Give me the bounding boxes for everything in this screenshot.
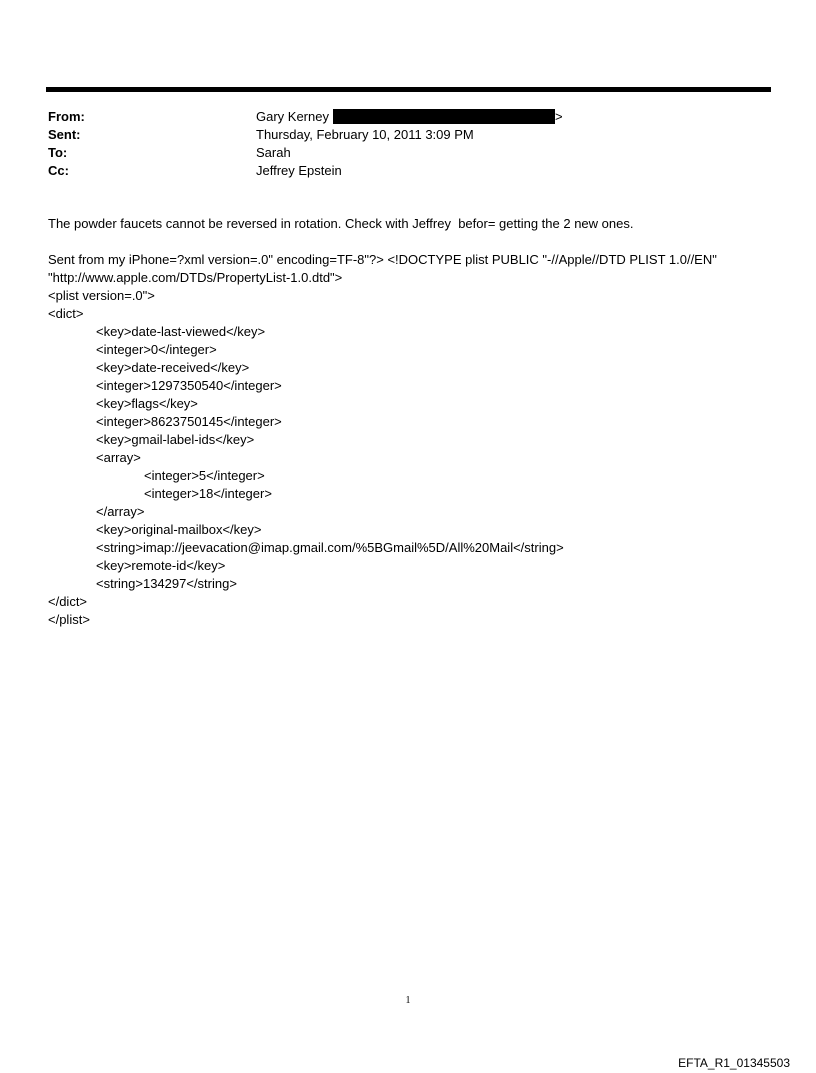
plist-open-line: <plist version=.0"> [48, 288, 155, 303]
plist-line: <key>gmail-label-ids</key> [96, 432, 255, 447]
sent-row [48, 126, 748, 144]
sent-value: Thursday, February 10, 2011 3:09 PM [256, 127, 474, 142]
document-id: EFTA_R1_01345503 [678, 1056, 790, 1070]
plist-close-line: </plist> [48, 612, 90, 627]
to-row [48, 144, 748, 162]
message-text: The powder faucets cannot be reversed in rotation. Check with Jeffrey befor= getting the 2 new ones. [48, 216, 634, 231]
paragraph-gap [48, 233, 778, 251]
to-label: To: [48, 145, 68, 160]
plist-line: <key>flags</key> [96, 396, 198, 411]
plist-line: <key>original-mailbox</key> [96, 522, 262, 537]
plist-line: </array> [96, 504, 145, 519]
from-value [256, 108, 563, 126]
plist-line: <string>134297</string> [96, 576, 237, 591]
sent-from-line: Sent from my iPhone=?xml version=.0" encoding=TF-8"?> <!DOCTYPE plist PUBLIC "-//Apple//DTD PLIST 1.0//EN" [48, 252, 717, 267]
from-name: Gary Kerney [256, 109, 329, 124]
plist-line: <integer>5</integer> [144, 468, 265, 483]
plist-line: <key>date-received</key> [96, 360, 250, 375]
email-body [48, 215, 778, 629]
from-trailing: > [554, 109, 563, 124]
cc-label: Cc: [48, 163, 69, 178]
plist-line: <key>date-last-viewed</key> [96, 324, 266, 339]
to-value: Sarah [256, 145, 291, 160]
from-row [48, 108, 748, 126]
cc-value: Jeffrey Epstein [256, 163, 342, 178]
sent-label: Sent: [48, 127, 81, 142]
email-header [48, 108, 748, 180]
plist-line: <string>imap://jeevacation@imap.gmail.com/%5BGmail%5D/All%20Mail</string> [96, 540, 564, 555]
cc-row [48, 162, 748, 180]
plist-line: <integer>18</integer> [144, 486, 272, 501]
dict-close-line: </dict> [48, 594, 88, 609]
plist-line: <array> [96, 450, 141, 465]
dtd-line: "http://www.apple.com/DTDs/PropertyList-1.0.dtd"> [48, 270, 343, 285]
plist-line: <integer>0</integer> [96, 342, 217, 357]
header-divider [46, 87, 771, 92]
redaction-box [333, 109, 555, 124]
plist-line: <integer>8623750145</integer> [96, 414, 282, 429]
page-number: 1 [405, 995, 411, 1006]
from-label: From: [48, 109, 85, 124]
dict-open-line: <dict> [48, 306, 84, 321]
plist-line: <integer>1297350540</integer> [96, 378, 282, 393]
plist-line: <key>remote-id</key> [96, 558, 226, 573]
